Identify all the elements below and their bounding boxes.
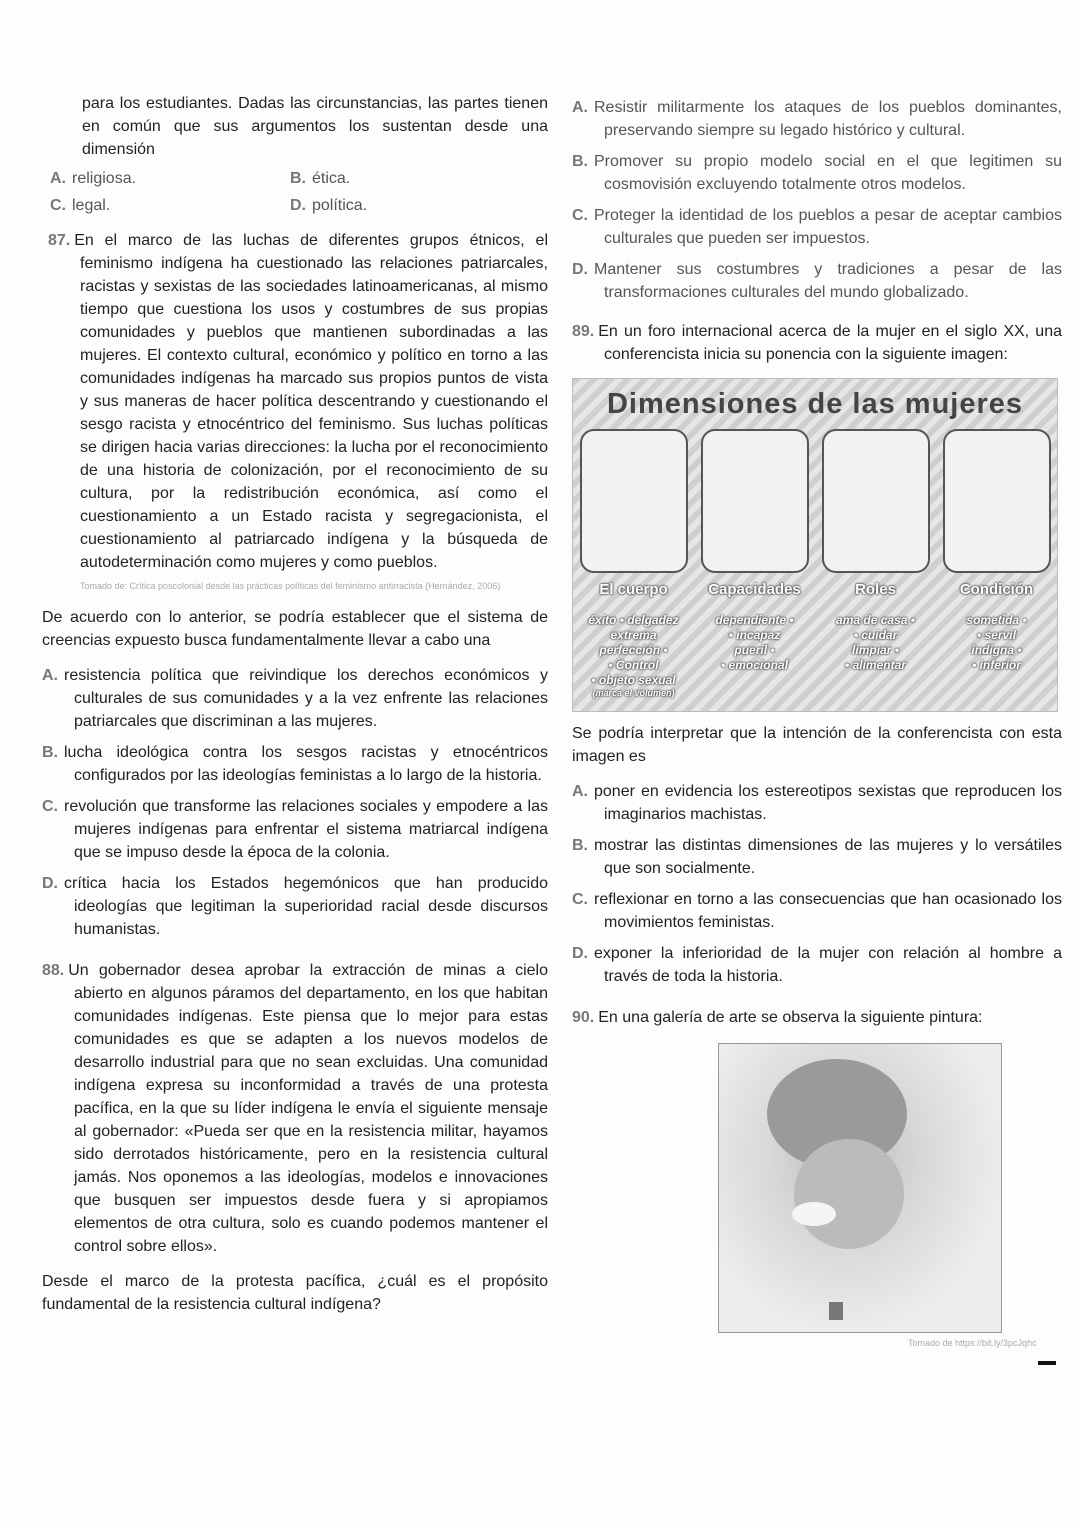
column-caption: Capacidades <box>708 581 801 598</box>
option-text: exponer la inferioridad de la mujer con relación al hombre a través de toda la historia. <box>594 945 1062 985</box>
q86-option-b[interactable] <box>290 167 530 190</box>
column-caption: Condición <box>959 581 1034 598</box>
option-text: Proteger la identidad de los pueblos a pesar de aceptar cambios culturales que pueden ser impuestos. <box>594 207 1062 247</box>
word: ama de casa • <box>836 613 915 627</box>
q86-intro: para los estudiantes. Dadas las circunstancias, las partes tienen en común que sus argumentos los sustentan desde una dimensión <box>82 95 548 158</box>
option-letter: A. <box>572 783 588 800</box>
option-text: Promover su propio modelo social en el que legitimen su cosmovisión excluyendo totalmente otros modelos. <box>594 153 1062 193</box>
painting-soldier-child-with-dove <box>718 1043 1002 1333</box>
word: • cuidar <box>853 628 898 642</box>
q88-question: Desde el marco de la protesta pacífica, ¿cuál es el propósito fundamental de la resistencia cultural indígena? <box>42 1273 548 1313</box>
right-column <box>572 92 1062 1365</box>
image-column-capacities <box>699 429 811 699</box>
option-letter: D. <box>42 875 58 892</box>
column-words <box>836 613 915 673</box>
word: éxito • delgadez extrema <box>588 613 679 642</box>
word: sometida • <box>966 613 1027 627</box>
option-letter: A. <box>50 170 66 187</box>
q87-option-a[interactable] <box>42 664 548 733</box>
option-text: Resistir militarmente los ataques de los pueblos dominantes, preservando siempre su legado histórico y cultural. <box>594 99 1062 139</box>
word: dependiente • <box>715 613 794 627</box>
q88-option-a[interactable] <box>572 96 1062 142</box>
image-columns <box>573 429 1057 699</box>
q89-option-c[interactable] <box>572 888 1062 934</box>
q87-option-d[interactable] <box>42 872 548 941</box>
q86-options <box>50 167 548 217</box>
column-caption: El cuerpo <box>599 581 668 598</box>
question-text: Un gobernador desea aprobar la extracción de minas a cielo abierto en algunos páramos del departamento, en los que habitan comunidades indígenas. Este piensa que lo mejor para estas comunidades es que se adapten a los nuevos modelos de desarrollo industrial para que no sean excluidas. Una comunidad indígena expresa su inconformidad a través de una protesta pacífica, en la que su líder indígena le envía el siguiente mensaje al gobernador: «Pueda ser que en la resistencia militar, hayamos sido derrotados históricamente, pero en la resistencia cultural jamás. Nos oponemos a las ideologías, modelos e innovaciones que busquen ser impuestos desde fuera y si apropiamos elementos de otra cultura, solo es cuando podemos mantener el control sobre ellos». <box>68 962 548 1255</box>
word: • inferior <box>972 658 1021 672</box>
option-letter: D. <box>290 197 306 214</box>
word: • Control <box>608 658 659 672</box>
housewife-illustration <box>822 429 930 573</box>
q89-option-a[interactable] <box>572 780 1062 826</box>
option-letter: C. <box>50 197 66 214</box>
image-column-condition <box>941 429 1053 699</box>
option-letter: C. <box>42 798 58 815</box>
woman-with-appliance-illustration <box>943 429 1051 573</box>
option-text: crítica hacia los Estados hegemónicos que han producido ideologías que legitiman la superioridad racial desde discursos humanistas. <box>64 875 548 938</box>
q86-option-d[interactable] <box>290 194 530 217</box>
image-title: Dimensiones de las mujeres <box>606 388 1024 420</box>
question-number: 89. <box>572 323 595 340</box>
word: • alimentar <box>845 658 906 672</box>
option-text: poner en evidencia los estereotipos sexistas que reproducen los imaginarios machistas. <box>594 783 1062 823</box>
option-letter: A. <box>42 667 58 684</box>
option-text: reflexionar en torno a las consecuencias que han ocasionado los movimientos feministas. <box>594 891 1062 931</box>
left-column <box>42 92 548 1316</box>
q90-source: Tomado de https://bit.ly/3pcJqhc <box>908 1338 1037 1348</box>
question-text: En el marco de las luchas de diferentes grupos étnicos, el feminismo indígena ha cuestionado las relaciones patriarcales, racistas y sexistas de las sociedades latinoamericanas, al mismo tiempo que cuestiona los usos y costumbres de sus propias comunidades y pueblos que mantienen subordinadas a las mujeres. El contexto cultural, económico y político en torno a las comunidades indígenas ha marcado sus propios puntos de vista y sus maneras de hacer política descentrando y cuestionando el sesgo racista y etnocéntrico del feminismo. Sus luchas políticas se dirigen hacia varias direcciones: la lucha por el reconocimiento de una historia de colonización, por el reconocimiento de su cultura, por la redistribución económica, así como el cuestionamiento a un Estado racista y segregacionista, el cuestionamiento al patriarcado indígena y la búsqueda de autodeterminación como mujeres y como pueblos. <box>74 232 548 571</box>
option-letter: B. <box>572 153 588 170</box>
option-text: religiosa. <box>72 170 137 187</box>
q89-question: Se podría interpretar que la intención de la conferencista con esta imagen es <box>572 725 1062 765</box>
option-text: mostrar las distintas dimensiones de las mujeres y lo versátiles que son socialmente. <box>594 837 1062 877</box>
option-letter: D. <box>572 261 588 278</box>
option-text: ética. <box>312 170 351 187</box>
question-number: 88. <box>42 962 65 979</box>
q89-stem <box>572 320 1062 366</box>
option-text: revolución que transforme las relaciones sociales y empodere a las mujeres indígenas para enfrentar el sistema matriarcal indígena que se impuso desde la época de la colonia. <box>64 798 548 861</box>
word: (marca el volumen) <box>592 688 675 698</box>
option-text: resistencia política que reivindique los derechos económicos y culturales de sus comunidades y a la vez enfrente las relaciones patriarcales que discriminan a las mujeres. <box>64 667 548 730</box>
q89-option-d[interactable] <box>572 942 1062 988</box>
column-caption: Roles <box>855 581 896 598</box>
word: • objeto sexual <box>591 673 676 687</box>
painting-sketch-icon <box>719 1044 1001 1332</box>
question-number: 87. <box>48 232 71 249</box>
option-letter: D. <box>572 945 588 962</box>
option-letter: B. <box>572 837 588 854</box>
q89-option-b[interactable] <box>572 834 1062 880</box>
page-mark <box>1038 1361 1056 1365</box>
word: limpiar • <box>852 643 899 657</box>
column-words <box>966 613 1026 673</box>
q87-source: Tomado de: Crítica poscolonial desde las prácticas políticas del feminismo antirracista (Hernández, 2006) <box>80 581 501 591</box>
q88-option-c[interactable] <box>572 204 1062 250</box>
q87-question: De acuerdo con lo anterior, se podría establecer que el sistema de creencias expuesto busca fundamentalmente llevar a cabo una <box>42 609 548 649</box>
word: • servil <box>977 628 1016 642</box>
q90-stem <box>572 1006 1062 1029</box>
image-column-roles <box>820 429 932 699</box>
option-text: lucha ideológica contra los sesgos racistas y etnocéntricos configurados por las ideologías feministas a lo largo de la historia. <box>64 744 548 784</box>
image-column-body <box>578 429 690 699</box>
q88-stem <box>42 959 548 1258</box>
option-letter: C. <box>572 891 588 908</box>
q86-option-a[interactable] <box>50 167 290 190</box>
word: • emocional <box>721 658 788 672</box>
q86-option-c[interactable] <box>50 194 290 217</box>
option-text: política. <box>312 197 368 214</box>
question-text: En una galería de arte se observa la siguiente pintura: <box>598 1009 983 1026</box>
dimensions-of-women-image <box>572 378 1058 712</box>
option-text: legal. <box>72 197 111 214</box>
question-number: 90. <box>572 1009 595 1026</box>
word: • incapaz <box>728 628 781 642</box>
option-letter: B. <box>290 170 306 187</box>
option-letter: C. <box>572 207 588 224</box>
option-letter: B. <box>42 744 58 761</box>
option-text: Mantener sus costumbres y tradiciones a pesar de las transformaciones culturales del mundo globalizado. <box>594 261 1062 301</box>
q87-stem <box>48 229 548 574</box>
word: pueril • <box>734 643 775 657</box>
option-letter: A. <box>572 99 588 116</box>
column-words <box>578 613 690 699</box>
q88-option-d[interactable] <box>572 258 1062 304</box>
word: perfección • <box>599 643 668 657</box>
q87-option-c[interactable] <box>42 795 548 864</box>
word: indigna • <box>971 643 1022 657</box>
woman-illustration <box>701 429 809 573</box>
column-words <box>715 613 793 673</box>
q88-option-b[interactable] <box>572 150 1062 196</box>
q87-option-b[interactable] <box>42 741 548 787</box>
magazine-cover-illustration <box>580 429 688 573</box>
question-text: En un foro internacional acerca de la mujer en el siglo XX, una conferencista inicia su ponencia con la siguiente imagen: <box>598 323 1062 363</box>
